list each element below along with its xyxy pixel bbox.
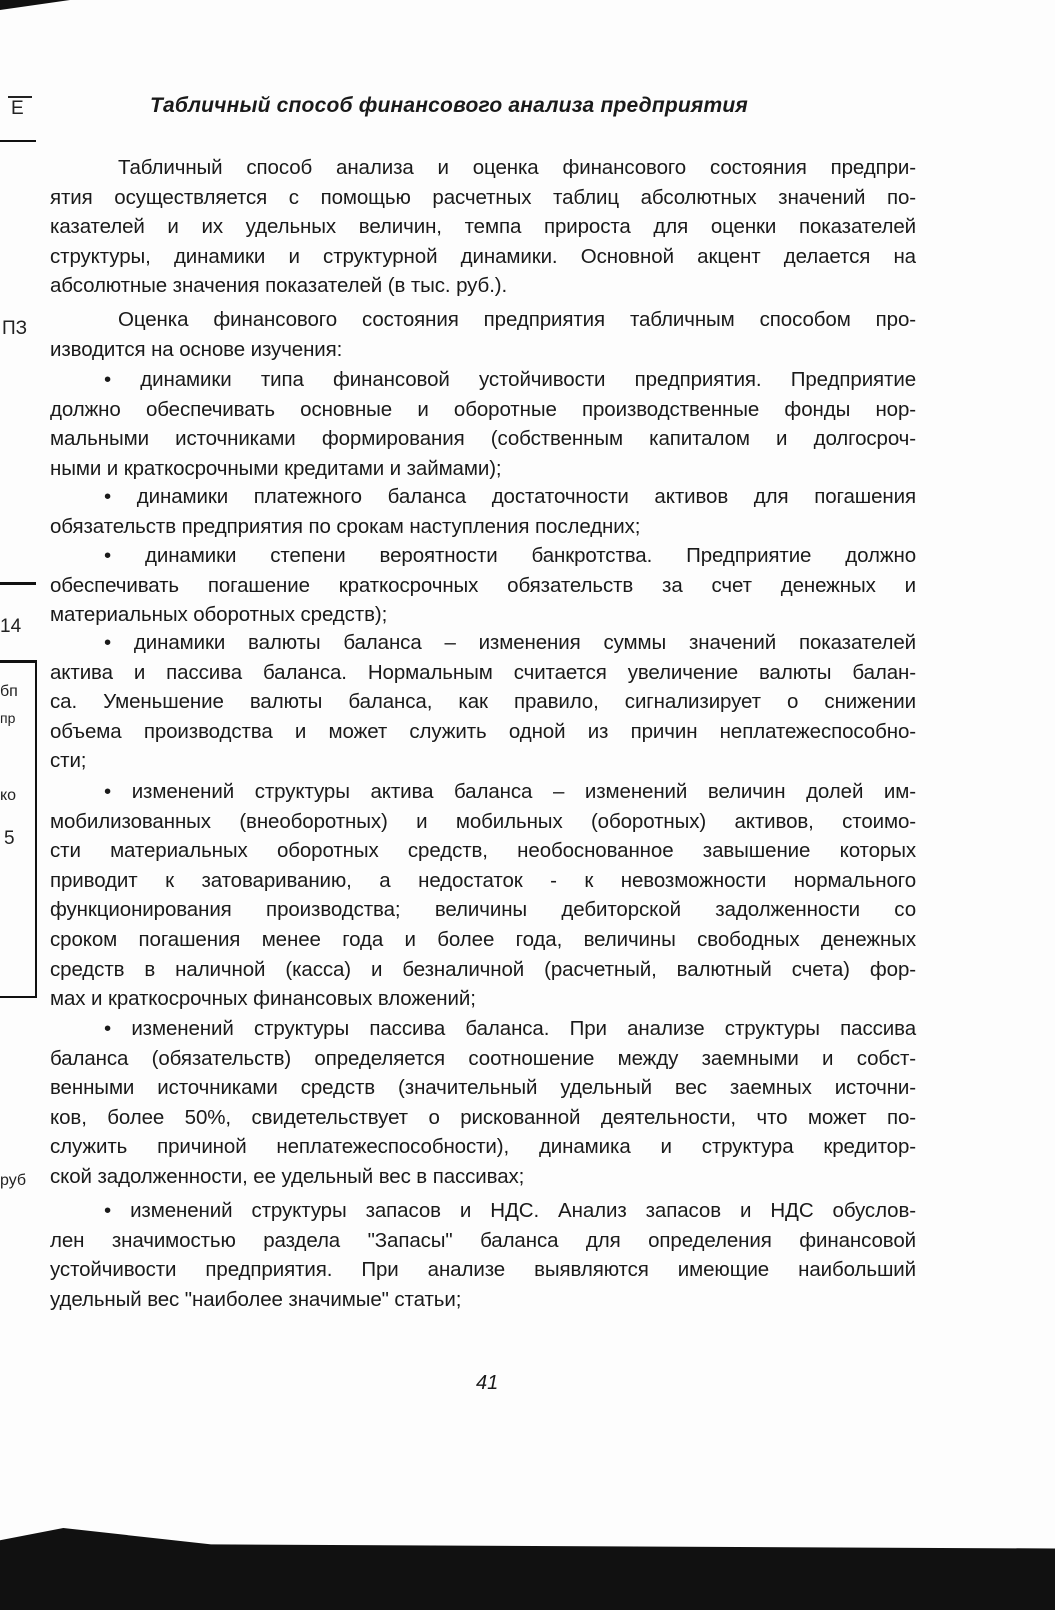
paragraph-line: должно обеспечивать основные и оборотные производственные фонды нор- [50, 397, 916, 421]
paragraph-first-line: • динамики типа финансовой устойчивости предприятия. Предприятие [104, 368, 916, 391]
paragraph-line: казателей и их удельных величин, темпа прироста для оценки показателей [50, 215, 916, 239]
margin-fragment: пр [0, 710, 16, 726]
paragraph-line: баланса (обязательств) определяется соотношение между заемными и собст- [50, 1046, 916, 1070]
paragraph-line: сти; [50, 749, 87, 773]
paragraph-line: изводится на основе изучения: [50, 337, 343, 361]
paragraph-line: мобилизованных (внеоборотных) и мобильных (оборотных) активов, стоимо- [50, 809, 916, 833]
paragraph-line: материальных оборотных средств); [50, 603, 388, 627]
paragraph-first-line: • изменений структуры актива баланса – изменений величин долей им- [104, 780, 916, 803]
paragraph-first-line: • динамики валюты баланса – изменения суммы значений показателей [104, 631, 916, 654]
margin-fragment: 5 [4, 828, 15, 849]
paragraph-line: обеспечивать погашение краткосрочных обязательств за счет денежных и [50, 573, 916, 597]
page-number: 41 [476, 1372, 499, 1394]
paragraph-line: са. Уменьшение валюты баланса, как правило, сигнализирует о снижении [50, 690, 916, 714]
paragraph-line: актива и пассива баланса. Нормальным считается увеличение валюты балан- [50, 660, 916, 684]
paragraph-line: ятия осуществляется с помощью расчетных таблиц абсолютных значений по- [50, 185, 916, 209]
paragraph-first-line: • изменений структуры пассива баланса. При анализе структуры пассива [104, 1017, 916, 1040]
paragraph-first-line: • динамики степени вероятности банкротства. Предприятие должно [104, 544, 916, 567]
margin-fragment: E [8, 96, 32, 120]
paragraph-line: ными и краткосрочными кредитами и займами); [50, 456, 502, 480]
scan-edge-top [0, 0, 70, 10]
paragraph-first-line: • динамики платежного баланса достаточности активов для погашения [104, 485, 916, 508]
paragraph-line: служить причиной неплатежеспособности), динамика и структура кредитор- [50, 1135, 916, 1159]
margin-rule [0, 660, 36, 663]
paragraph-line: ков, более 50%, свидетельствует о рискованной деятельности, что может по- [50, 1105, 916, 1129]
margin-rule [0, 996, 36, 998]
paragraph-line: приводит к затовариванию, а недостаток - к невозможности нормального [50, 868, 916, 892]
margin-rule [0, 582, 36, 585]
scan-edge-bottom [0, 1528, 1055, 1610]
paragraph-line: мальными источниками формирования (собственным капиталом и долгосроч- [50, 427, 916, 451]
paragraph-line: удельный вес "наиболее значимые" статьи; [50, 1287, 462, 1311]
paragraph-line: объема производства и может служить одной из причин неплатежеспособно- [50, 719, 916, 743]
margin-rule [35, 660, 37, 998]
margin-rule [0, 140, 36, 142]
margin-fragment: ко [0, 787, 17, 804]
paragraph-line: сти материальных оборотных средств, необоснованное завышение которых [50, 839, 916, 863]
paragraph-first-line: Табличный способ анализа и оценка финансового состояния предпри- [118, 156, 916, 179]
margin-fragment: руб [0, 1172, 27, 1189]
paragraph-line: мах и краткосрочных финансовых вложений; [50, 987, 476, 1011]
paragraph-line: лен значимостью раздела "Запасы" баланса для определения финансовой [50, 1228, 916, 1252]
paragraph-line: ской задолженности, ее удельный вес в пассивах; [50, 1165, 525, 1188]
paragraph-line: структуры, динамики и структурной динамики. Основной акцент делается на [50, 244, 916, 268]
paragraph-line: абсолютные значения показателей (в тыс. руб.). [50, 274, 508, 298]
paragraph-line: средств в наличной (касса) и безналичной (расчетный, валютный счета) фор- [50, 957, 916, 981]
paragraph-line: сроком погашения менее года и более года, величины свободных денежных [50, 928, 916, 951]
paragraph-line: функционирования производства; величины дебиторской задолженности со [50, 898, 916, 922]
page-title: Табличный способ финансового анализа предприятия [150, 94, 748, 117]
margin-fragment: ПЗ [2, 318, 28, 339]
paragraph-first-line: • изменений структуры запасов и НДС. Анализ запасов и НДС обуслов- [104, 1199, 916, 1222]
margin-fragment: бп [0, 683, 18, 700]
paragraph-first-line: Оценка финансового состояния предприятия табличным способом про- [118, 308, 916, 331]
paragraph-line: устойчивости предприятия. При анализе выявляются имеющие наибольший [50, 1258, 916, 1282]
paragraph-line: венными источниками средств (значительный удельный вес заемных источни- [50, 1076, 916, 1100]
margin-fragment: 14 [0, 616, 22, 637]
paragraph-line: обязательств предприятия по срокам наступления последних; [50, 514, 641, 538]
